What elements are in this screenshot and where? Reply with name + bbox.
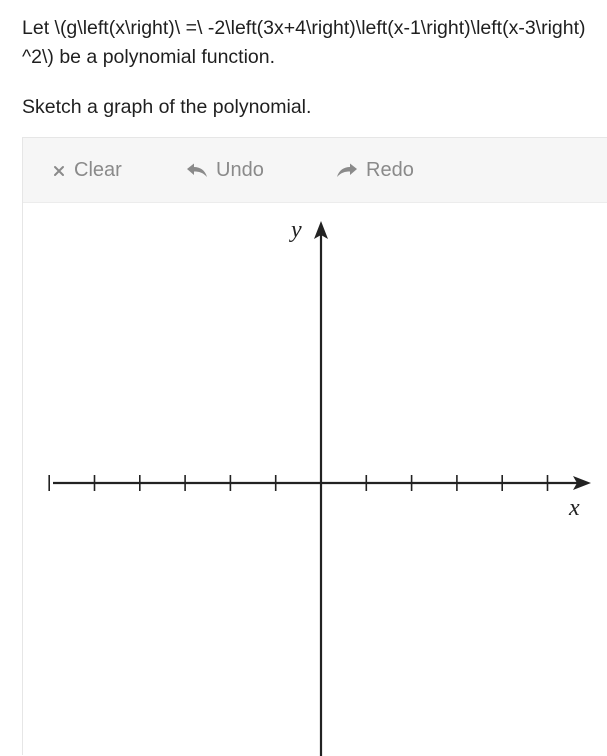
clear-label: Clear [74, 159, 122, 181]
y-axis-label: y [291, 217, 302, 243]
undo-label: Undo [216, 159, 264, 181]
redo-label: Redo [366, 159, 414, 181]
undo-button[interactable] [186, 138, 264, 203]
graphing-widget [22, 137, 607, 755]
graph-toolbar [23, 138, 607, 203]
undo-arrow-icon [186, 163, 208, 179]
redo-arrow-icon [336, 163, 358, 179]
question-prompt: Let \(g\left(x\right)\ =\ -2\left(3x+4\right)\left(x-1\right)\left(x-3\right)^2\) be a polynomial function. [22, 17, 586, 68]
x-axis-label: x [569, 495, 580, 521]
question-instruction: Sketch a graph of the polynomial. [22, 96, 312, 118]
redo-button[interactable] [336, 138, 414, 203]
close-icon [52, 164, 66, 178]
clear-button[interactable] [52, 138, 122, 203]
graph-canvas[interactable] [23, 203, 607, 756]
